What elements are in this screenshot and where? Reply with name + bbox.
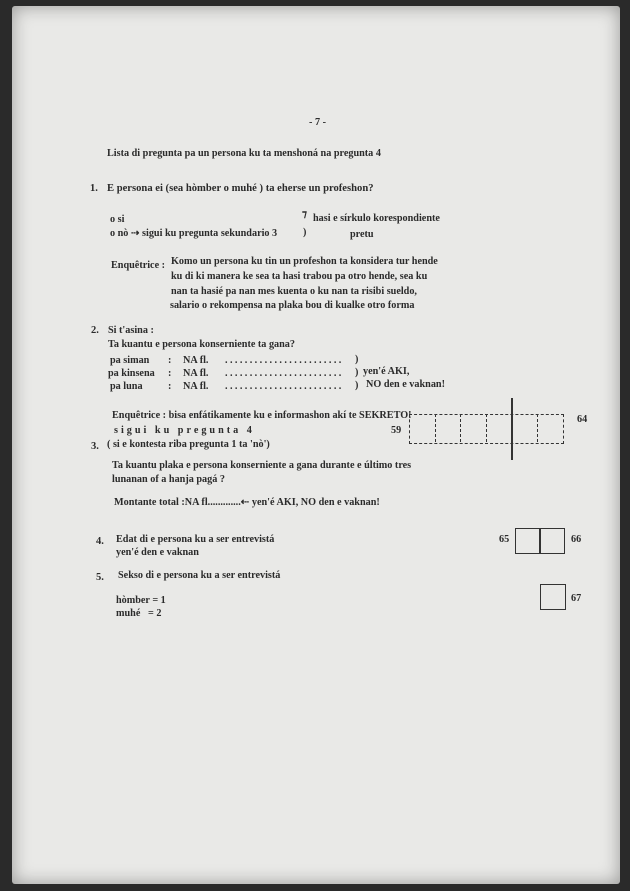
q3-number: 3. (91, 441, 99, 452)
colon: : (168, 368, 172, 379)
enquetrice-label: Enquêtrice : (111, 260, 166, 271)
q1-number: 1. (90, 183, 98, 194)
q1-instruction-2: pretu (350, 229, 374, 240)
q1-question: E persona ei (sea hòmber o muhé ) ta eherse un profeshon? (107, 183, 374, 194)
currency: NA fl. (183, 355, 209, 366)
bracket: ) (355, 380, 359, 391)
box-start-label: 65 (499, 534, 510, 545)
q4-number: 4. (96, 536, 104, 547)
enquetrice-note-line: salario o rekompensa na plaka bou di kualke otro forma (170, 300, 415, 311)
box-label: 67 (571, 593, 582, 604)
q1-option-no[interactable]: o nò ⇢ sigui ku pregunta sekundario 3 (110, 228, 278, 239)
q2-title: Si t'asina : (108, 325, 154, 336)
bracket: ) (303, 227, 307, 238)
bracket: ) (355, 354, 359, 365)
q3-condition: ( si e kontesta riba pregunta 1 ta 'nò') (107, 439, 270, 450)
document-page (12, 6, 620, 884)
q5-number: 5. (96, 572, 104, 583)
box-divider (537, 414, 538, 442)
sex-box[interactable] (540, 584, 566, 610)
enquetrice-note-line: Komo un persona ku tin un profeshon ta konsidera tur hende (171, 256, 438, 267)
not-in-boxes-note: NO den e vaknan! (366, 379, 445, 390)
bracket: ) (355, 367, 359, 378)
enquetrice-note-line: nan ta hasié pa nan mes kuenta o ku nan ta risibi sueldo, (171, 286, 417, 297)
q5-question: Sekso di e persona ku a ser entrevistá (118, 570, 281, 581)
intro-text: Lista di pregunta pa un persona ku ta menshoná na pregunta 4 (107, 148, 381, 159)
q1-option-yes[interactable]: o si (110, 214, 125, 225)
q4-question: Edat di e persona ku a ser entrevistá (116, 534, 275, 545)
skip-instruction: sigui ku pregunta 4 (114, 425, 255, 436)
box-divider (460, 414, 461, 442)
box-divider (435, 414, 436, 442)
box-start-label: 59 (391, 425, 402, 436)
fill-here-note: yen'é AKI, (363, 366, 410, 377)
colon: : (168, 355, 172, 366)
biweekly-amount-field[interactable]: ........................ (225, 368, 344, 379)
enquetrice-secret-note: Enquêtrice : bisa enfátikamente ku e informashon akí te SEKRETO! (112, 410, 412, 421)
q2-row-label: pa siman (110, 355, 150, 366)
currency: NA fl. (183, 381, 209, 392)
q2-row-label: pa kinsena (108, 368, 155, 379)
q5-option-female: muhé = 2 (116, 608, 162, 619)
box-divider (539, 528, 541, 554)
page-number: - 7 - (309, 117, 326, 128)
colon: : (168, 381, 172, 392)
q2-row-label: pa luna (110, 381, 143, 392)
enquetrice-note-line: ku di ki manera ke sea ta hasi trabou pa otro hende, sea ku (171, 271, 428, 282)
box-end-label: 66 (571, 534, 582, 545)
q3-question-line: lunanan of a hanja pagá ? (112, 474, 225, 485)
decimal-separator-line (511, 398, 513, 460)
box-end-label: 64 (577, 414, 588, 425)
q1-instruction: hasi e sírkulo korespondiente (313, 213, 440, 224)
q4-instruction: yen'é den e vaknan (116, 547, 199, 558)
monthly-amount-field[interactable]: ........................ (225, 381, 344, 392)
q2-question: Ta kuantu e persona konserniente ta gana? (108, 339, 295, 350)
q2-number: 2. (91, 325, 99, 336)
box-divider (486, 414, 487, 442)
currency: NA fl. (183, 368, 209, 379)
q3-question-line: Ta kuantu plaka e persona konserniente a gana durante e último tres (112, 460, 412, 471)
weekly-amount-field[interactable]: ........................ (225, 355, 344, 366)
q3-total-amount-field[interactable]: Montante total :NA fl.............⇠ yen'é AKI, NO den e vaknan! (114, 497, 380, 508)
bracket: ⁊ (302, 209, 308, 220)
q5-option-male: hòmber = 1 (116, 595, 166, 606)
